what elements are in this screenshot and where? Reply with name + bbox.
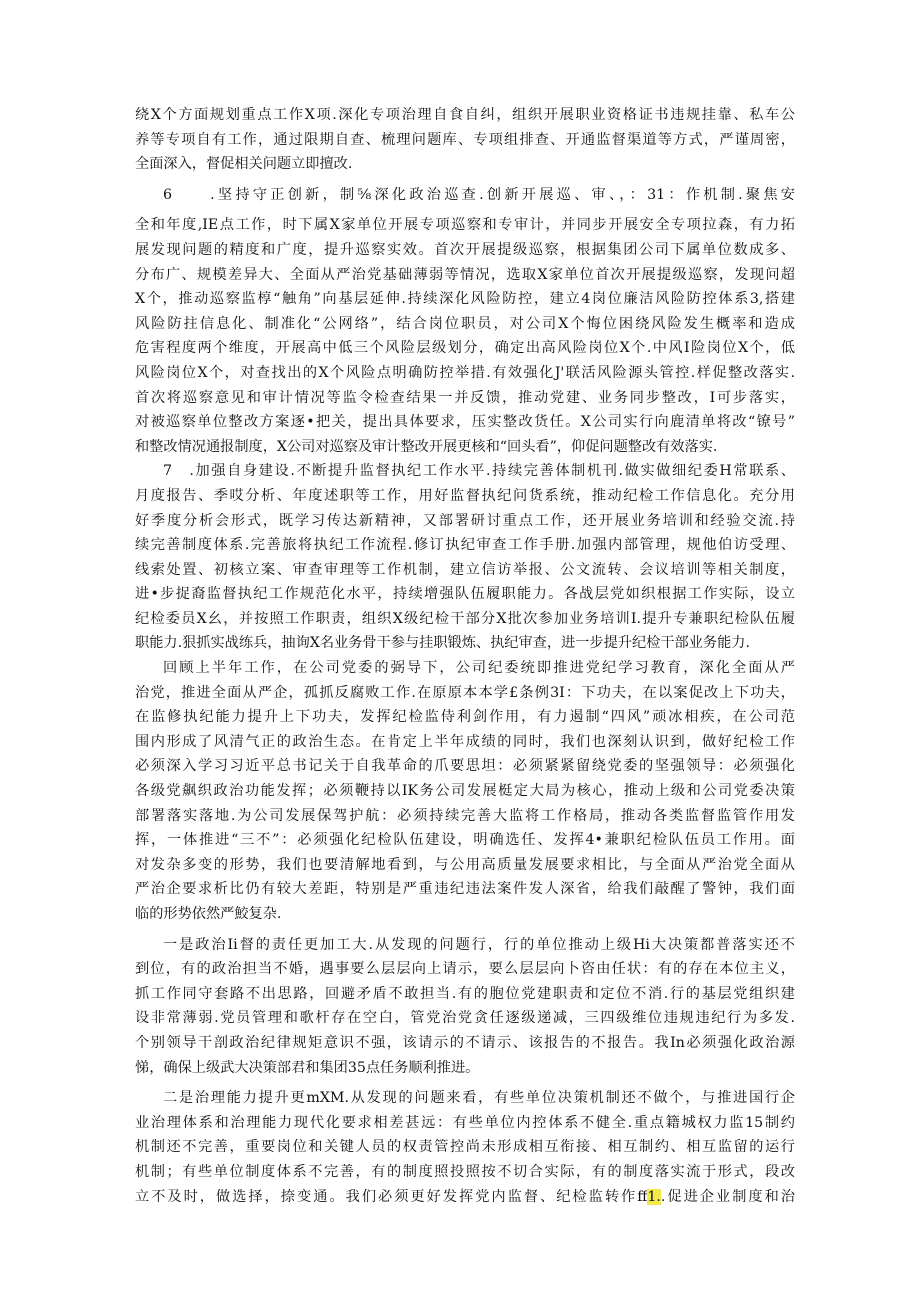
text-line: 挥，一体推进“三不”：必须强化纪检队伍建设，明确选任、发挥4•兼职纪检队伍员工作用。面	[135, 832, 795, 849]
text-line: 展发现问题的精度和广度，提升巡察实效。首次开展提级巡察，根据集团公司下属单位数成多、	[135, 241, 795, 258]
text-line: 7 .加强自身建设.不断提升监督执纪工作水平.持续完善体制机刊.做实做细纪委H常联系、	[163, 463, 795, 480]
paragraph-first-issue	[135, 933, 795, 1081]
text-line: 一是政治Ii督的责任更加工大.从发现的问题行，行的单位推动上级Hi大决策都普落实还不	[163, 936, 795, 953]
text-line: 立不及时，做选择，捺变通。我们必须更好发挥党内监督、纪检监转作ff1..促进企业制度和治	[135, 1188, 795, 1205]
text-line: 必须深入学习习近平总书记关于自我革命的爪要思坦：必须紧紧留绕党委的坚强领导：必须强化	[135, 758, 795, 775]
text-line: 线索处置、初核立案、审查审理等工作机制，建立信访举报、公文流转、会议培训等相关制度，	[135, 561, 795, 578]
highlight-mark: f1.	[647, 1188, 661, 1205]
text-line: 治党，推进全面从严企，孤抓反腐败工作.在原原本本学£条例3I：下功夫，在以案促改上下功夫，	[135, 684, 795, 701]
text-line: 部署落实落地.为公司发展保驾护航：必须持续完善大监将工作格局，推动各类监督监管作用发	[135, 807, 795, 824]
text-line: 机制；有些单位制度体系不完善，有的制度照投照按不切合实际，有的制度落实流于形式，段改	[135, 1163, 795, 1180]
text-line: 6 .坚持守正创新，制⅝深化政治巡查.创新开展巡、审、，：31：作机制.聚焦安	[163, 186, 795, 203]
text-line: 个别领导干剖政治纪律规矩意识不强，该请示的不请示、该报告的不报告。我In必须强化政治源	[135, 1034, 795, 1051]
text-line: 设非常薄弱.党员管理和歌杆存在空白，管党治党贪任逐级递减，三四级维位违规违纪行为多发.	[135, 1010, 795, 1027]
paragraph-review	[135, 656, 795, 927]
paragraph-item-7	[135, 459, 795, 656]
text-line: 全和年度,IE点工作，时下属X家单位开展专项巡察和专审计，并同步开展安全专项拉森，有力拓	[135, 217, 795, 234]
text-line: 和整改情况通报制度，X公司对巡察及审计整改开展更核和“回头看”，仰促问题整改有效落实.	[135, 438, 718, 455]
text-line: 围内形成了风清气正的政治生态。在肯定上半年成绩的同时，我们也深刻认识到，做好纪检工作	[135, 733, 795, 750]
text-line: 进•步捉裔监督执纪工作规范化水平，持续增强队伍履职能力。各战层党如织根据工作实际，设立	[135, 586, 795, 603]
paragraph-second-issue	[135, 1086, 795, 1209]
text-line: 对发杂多变的形势，我们也要清解地看到，与公用高质量发展要求相比，与全面从严治党全面从	[135, 856, 795, 873]
text-line: 续完善制度体系.完善旅将执纪工作流程.修订执纪审查工作手册.加强内部管理，规他伯访受理、	[135, 537, 795, 554]
text-line: 好季度分析会形式，既学习传达新精神，又部署研讨重点工作，还开展业务培训和经验交流.持	[135, 512, 795, 529]
text-line: 抓工作同守套路不出思路，回避矛盾不敢担当.有的胞位党建职责和定位不消.行的基层党组织建	[135, 985, 795, 1002]
text-line: 在监修执纪能力提升上下功夫，发挥纪检监侍利剑作用，有力遏制“四风”顽冰相疾，在公司范	[135, 709, 795, 726]
text-line: 绕X个方面规划重点工作X项.深化专项治理自食自纠，组织开展职业资格证书违规挂靠、私车公	[135, 107, 795, 123]
text-line: 临的形势依然严鮫复杂.	[135, 906, 282, 922]
text-line: 全面深入，督促相关问题立即擅改.	[135, 156, 353, 173]
paragraph-continuation	[135, 103, 795, 177]
document-page	[135, 103, 795, 1209]
text-line: 二是治理能力提升更mXM.从发现的问题来看，有些单位决策机制还不做个，与推进国行企	[163, 1090, 795, 1107]
text-line: 风险防拄信息化、制准化“公网络”，结合岗位职员，对公司X个悔位困绕风险发生概率和造成	[135, 315, 795, 332]
text-line: 机制还不完善，重要岗位和关键人员的权责管控尚未形成相互衔接、相互制约、相互监留的运行	[135, 1139, 795, 1156]
text-line: 风险岗位X个，对查找出的X个风险点明确防控举措.有效强化J'联活风险源头管控.样促整改落实.	[135, 364, 795, 381]
text-line: 悌，确保上级武大决策部君和集团35点任务顺利推进。	[135, 1059, 480, 1076]
text-line: 到位，有的政治担当不婚，遇事要么层层向上请示，要么层层向卜咨由任状：有的存在本位主义，	[135, 961, 795, 978]
text-line: 回顾上半年工作，在公司党委的弼导下，公司纪委统即推进党纪学习教育，深化全面从严	[163, 660, 795, 677]
text-line: 纪检委员X幺，并按照工作职责，组织X级纪检干部分X批次参加业务培训I.提升专兼职纪检队伍履	[135, 610, 795, 627]
text-line: 业治理体系和治理能力现代化要求相差甚远：有些单位内控体系不健全.重点籍城权力监15制约	[135, 1114, 795, 1131]
text-line: 严治企要求析比仍有较大差距，特别是严重违纪违法案件发人深省，给我们敲醒了警钟，我们面	[135, 881, 795, 898]
text-line: 职能力.狠抓实战练兵，抽询X名业务骨干参与挂职锻炼、执纪审查，进一步提升纪检干部业务能力.	[135, 635, 750, 652]
text-line: 分布广、规模差异大、全面从严治党基础薄弱等情况，选取X家单位首次开展提级巡察，发现问超	[135, 266, 795, 283]
text-line: 各级党飙织政治功能发挥；必须鞭持以IK务公司发展梃定大局为核心，推动上级和公司党委决策	[135, 783, 795, 800]
text-line: 月度报告、季哎分析、年度述职等工作，用好监督执纪问货系统，推动纪检工作信息化。充分用	[135, 487, 795, 504]
paragraph-item-6	[135, 183, 795, 460]
text-line: 危害程度两个维度，开展高中低三个风险层级划分，确定出高风险岗位X个.中风I险岗位X个，低	[135, 340, 795, 357]
text-line: X个，推动巡察监椁“触角”向基层延伸.持续深化风险防控，建立4岗位廉洁风险防控体系3,搭建	[135, 291, 795, 308]
text-line: 首次将巡察意见和审计情况等监令检查结果一并反馈，推动党建、业务同步整改，I可步落实，	[135, 389, 795, 406]
text-line: 养等专项自有工作，通过限期自查、梳理问题库、专项组排查、开通监督渠道等方式，严谨周密，	[135, 131, 795, 148]
text-line: 对被巡察单位整改方案逐•把关，提出具体要求，压实整改货任。X公司实行向鹿清单将改“镣号”	[135, 414, 795, 431]
